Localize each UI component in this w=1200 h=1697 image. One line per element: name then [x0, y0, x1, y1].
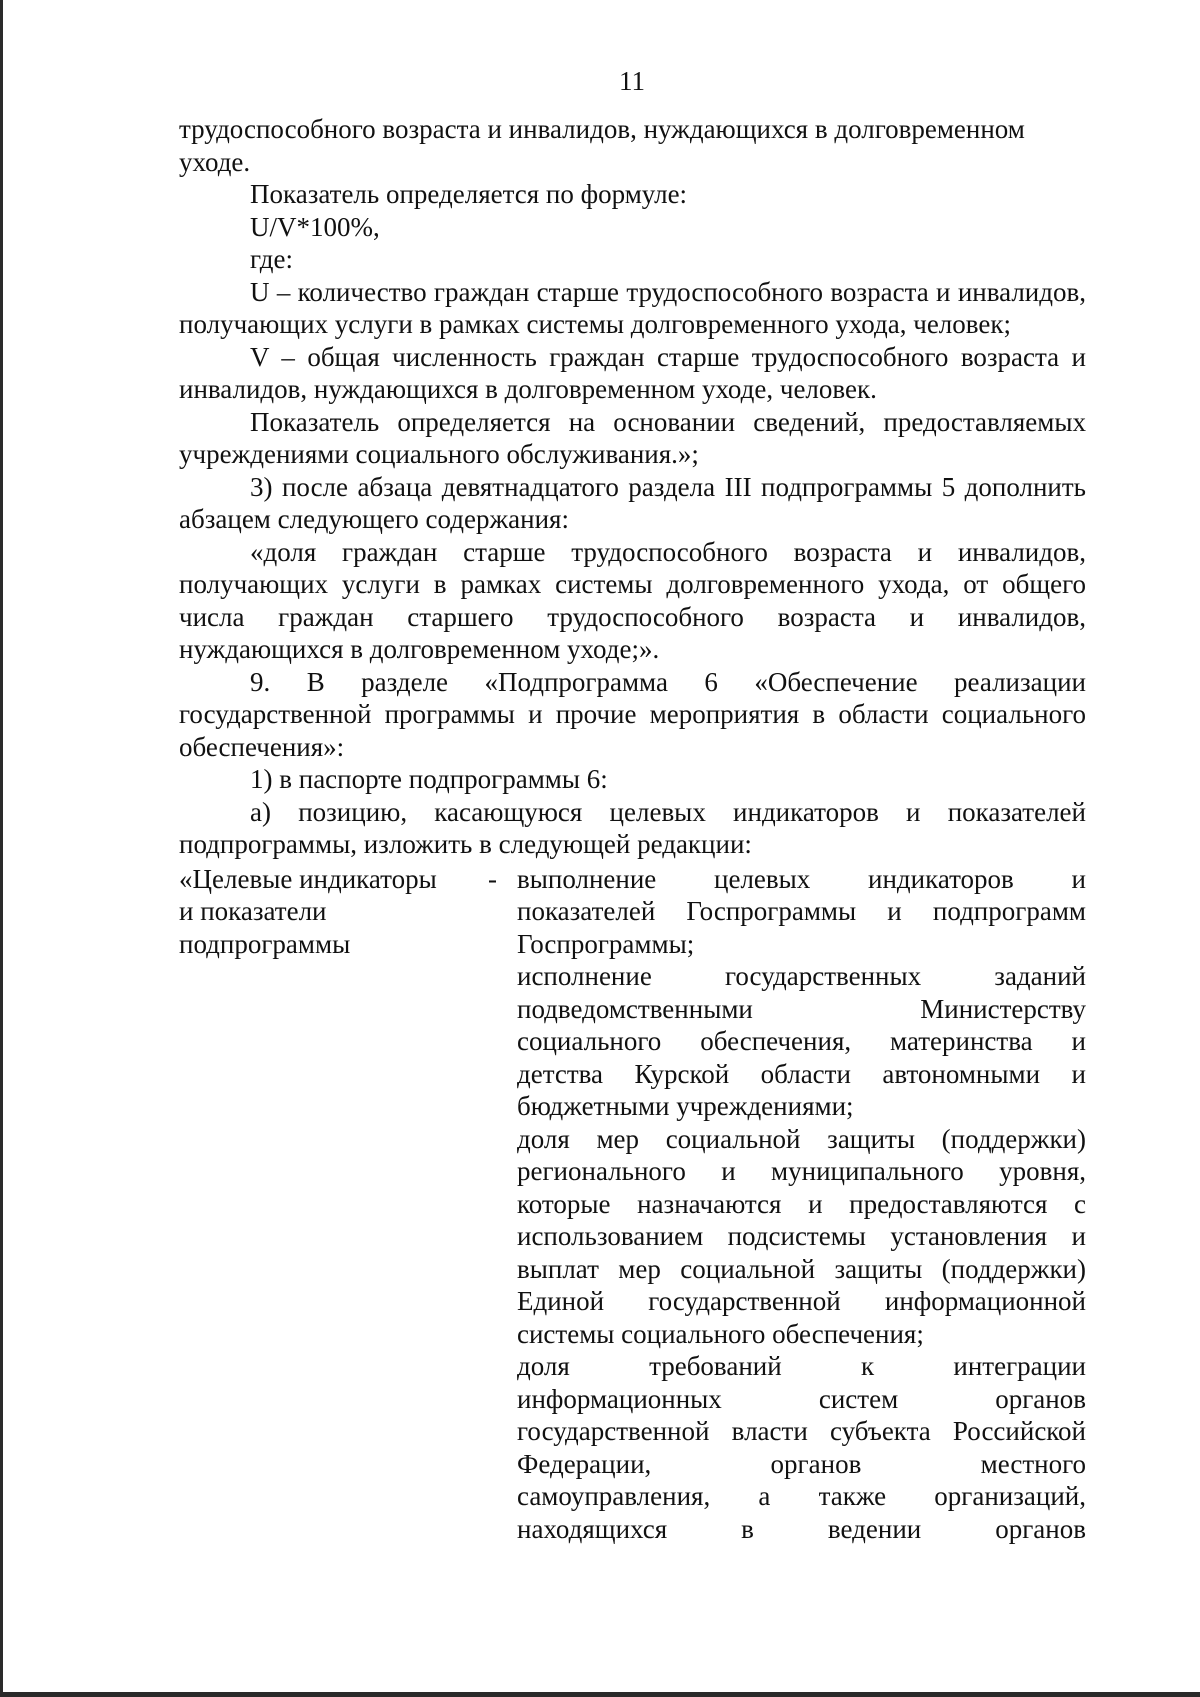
paragraph: U – количество граждан старше трудоспособного возраста и инвалидов, получающих услуги в рамках системы долговременного ухода, человек;: [179, 276, 1086, 339]
passport-line: Госпрограммы;: [517, 928, 695, 959]
paragraph: Показатель определяется по формуле:: [250, 179, 688, 209]
passport-table: [179, 863, 1086, 1546]
formula: U/V*100%,: [250, 211, 380, 242]
passport-line: самоуправления, а также организаций,: [517, 1481, 1086, 1511]
passport-line: подведомственными Министерству: [517, 993, 1086, 1024]
passport-line: информационных систем органов: [517, 1383, 1086, 1414]
passport-dash: -: [488, 863, 497, 894]
passport-label-line: «Целевые индикаторы: [179, 863, 437, 894]
paragraph: 9. В разделе «Подпрограмма 6 «Обеспечение реализации государственной программы и прочие мероприятия в области социального обеспечения»:: [179, 666, 1086, 762]
passport-line: Федерации, органов местного: [517, 1448, 1086, 1479]
passport-line: использованием подсистемы установления и: [517, 1221, 1086, 1251]
passport-line: регионального и муниципального уровня,: [517, 1156, 1086, 1186]
passport-label-line: подпрограммы: [179, 928, 351, 959]
passport-line: находящихся в ведении органов: [517, 1513, 1086, 1544]
paragraph: 1) в паспорте подпрограммы 6:: [250, 764, 608, 794]
passport-label-cell: [179, 863, 517, 961]
passport-line: выполнение целевых индикаторов и: [517, 863, 1086, 894]
page-number: 11: [619, 66, 645, 96]
document-body: [179, 113, 1086, 1545]
passport-line: доля мер социальной защиты (поддержки): [517, 1123, 1086, 1154]
paragraph: «доля граждан старше трудоспособного возраста и инвалидов, получающих услуги в рамках системы долговременного ухода, от общего числа граждан старшего трудоспособного возраста и инвалидов, нуждающихся в долговременном уходе;».: [179, 536, 1086, 664]
passport-line: Единой государственной информационной: [517, 1286, 1086, 1316]
passport-line: государственной власти субъекта Российской: [517, 1416, 1086, 1446]
paragraph: где:: [250, 244, 293, 274]
passport-line: бюджетными учреждениями;: [517, 1091, 854, 1121]
paragraph: V – общая численность граждан старше трудоспособного возраста и инвалидов, нуждающихся в долговременном уходе, человек.: [179, 341, 1086, 404]
passport-line: доля требований к интеграции: [517, 1351, 1086, 1381]
passport-line: системы социального обеспечения;: [517, 1318, 924, 1349]
passport-line: исполнение государственных заданий: [517, 961, 1086, 991]
passport-value-cell: [517, 863, 1086, 1546]
paragraph: а) позицию, касающуюся целевых индикаторов и показателей подпрограммы, изложить в следующей редакции:: [179, 796, 1086, 859]
passport-line: показателей Госпрограммы и подпрограмм: [517, 896, 1086, 926]
passport-line: выплат мер социальной защиты (поддержки): [517, 1253, 1086, 1284]
paragraph: трудоспособного возраста и инвалидов, нуждающихся в долговременном уходе.: [179, 114, 1025, 177]
passport-line: детства Курской области автономными и: [517, 1058, 1086, 1089]
passport-line: социального обеспечения, материнства и: [517, 1026, 1086, 1056]
paragraph: Показатель определяется на основании сведений, предоставляемых учреждениями социального обслуживания.»;: [179, 406, 1086, 469]
paragraph: 3) после абзаца девятнадцатого раздела III подпрограммы 5 дополнить абзацем следующего содержания:: [179, 471, 1086, 534]
scan-bottom-edge: [0, 1692, 1200, 1697]
scan-left-edge: [0, 0, 3, 1697]
passport-line: которые назначаются и предоставляются с: [517, 1188, 1086, 1219]
passport-label-line: и показатели: [179, 896, 327, 926]
